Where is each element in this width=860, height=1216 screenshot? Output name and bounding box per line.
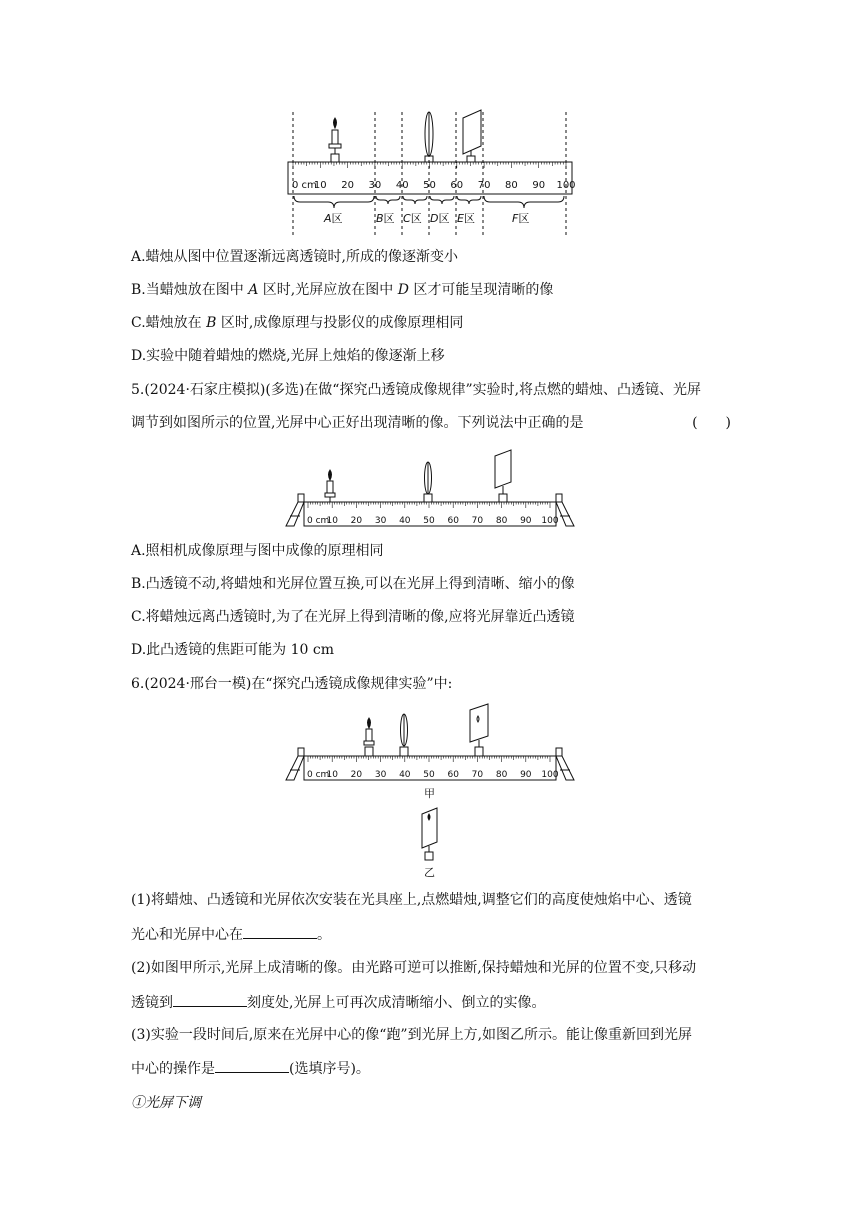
q6-option-1: ①光屏下调	[131, 1095, 201, 1111]
ruler-tick-label: 30	[374, 516, 387, 526]
zone-label-f: F区	[512, 212, 530, 225]
ruler-tick-label: 40	[399, 516, 411, 526]
screen-figure-yi	[422, 808, 437, 860]
ruler-tick-label: 80	[495, 770, 508, 780]
q4-option-a: A.蜡烛从图中位置逐渐远离透镜时,所成的像逐渐变小	[131, 249, 459, 265]
ruler-tick-label: 100	[541, 770, 559, 780]
candle-icon	[364, 718, 374, 756]
zone-label-a: A区	[324, 212, 343, 225]
ruler-tick-label: 0 cm	[307, 516, 330, 526]
candle-icon	[329, 118, 341, 162]
q5-stem-line2: 调节到如图所示的位置,光屏中心正好出现清晰的像。下列说法中正确的是 ( )	[131, 415, 731, 431]
candle-icon	[325, 470, 335, 502]
ruler-tick-label: 50	[423, 770, 435, 780]
q6-title: 6.(2024·邢台一模)在“探究凸透镜成像规律实验”中:	[131, 676, 453, 692]
q6-part3-line1: (3)实验一段时间后,原来在光屏中心的像“跑”到光屏上方,如图乙所示。能让像重新回到光屏	[131, 1027, 693, 1043]
bench-stand-left	[286, 494, 304, 526]
ruler-tick-label: 60	[447, 770, 459, 780]
q5-option-d: D.此凸透镜的焦距可能为 10 cm	[131, 642, 335, 658]
ruler-tick-label: 10	[313, 180, 327, 191]
answer-paren: ( )	[692, 415, 731, 431]
figure-q6-optical-bench	[282, 700, 578, 882]
ruler-tick-label: 80	[495, 516, 508, 526]
light-screen-icon	[470, 704, 488, 756]
q6-part2-line2: 透镜到 刻度处,光屏上可再次成清晰缩小、倒立的实像。	[131, 992, 545, 1013]
ruler-tick-label: 60	[450, 180, 464, 191]
convex-lens-icon	[424, 462, 432, 502]
ruler-tick-label: 20	[350, 770, 363, 780]
q5-option-a: A.照相机成像原理与图中成像的原理相同	[131, 543, 384, 559]
zone-label-d: D区	[430, 212, 450, 225]
q5-stem-line1: 5.(2024·石家庄模拟)(多选)在做“探究凸透镜成像规律”实验时,将点燃的蜡烛、凸透镜、光屏	[131, 382, 702, 398]
figure-label-jia: 甲	[424, 787, 435, 800]
ruler-tick-label: 50	[423, 516, 435, 526]
q6-part2-line1: (2)如图甲所示,光屏上成清晰的像。由光路可逆可以推断,保持蜡烛和光屏的位置不变,只移动	[131, 960, 697, 976]
ruler-tick-label: 20	[341, 180, 354, 191]
bench-stand-right	[556, 494, 574, 526]
ruler-tick-label: 90	[532, 180, 546, 191]
light-screen-icon	[495, 450, 511, 502]
ruler-tick-label: 80	[505, 180, 518, 191]
zone-label-b: B区	[376, 212, 395, 225]
ruler-tick-label: 70	[471, 516, 484, 526]
ruler-tick-label: 50	[423, 180, 436, 191]
answer-blank-2[interactable]	[173, 992, 247, 1007]
q4-option-b: B.当蜡烛放在图中 A 区时,光屏应放在图中 D 区才可能呈现清晰的像	[131, 282, 554, 298]
q4-option-d: D.实验中随着蜡烛的燃烧,光屏上烛焰的像逐渐上移	[131, 348, 445, 364]
q6-part1-line1: (1)将蜡烛、凸透镜和光屏依次安装在光具座上,点燃蜡烛,调整它们的高度使烛焰中心、透镜	[131, 892, 692, 908]
ruler-tick-label: 10	[326, 770, 338, 780]
q5-option-c: C.将蜡烛远离凸透镜时,为了在光屏上得到清晰的像,应将光屏靠近凸透镜	[131, 609, 575, 625]
ruler-tick-label: 90	[520, 516, 532, 526]
ruler-tick-label: 60	[447, 516, 459, 526]
figure-label-yi: 乙	[424, 866, 435, 879]
zone-label-e: E区	[457, 212, 475, 225]
ruler-tick-label: 100	[556, 180, 576, 191]
q6-part3-line2: 中心的操作是 (选填序号)。	[131, 1058, 370, 1079]
ruler-tick-label: 70	[471, 770, 484, 780]
ruler-tick-label: 100	[541, 516, 559, 526]
ruler-tick-label: 30	[374, 770, 387, 780]
ruler-tick-label: 20	[350, 516, 363, 526]
ruler-tick-label: 40	[395, 180, 409, 191]
ruler-tick-label: 0 cm	[292, 180, 317, 191]
convex-lens-icon	[400, 714, 408, 756]
bench-stand-left	[286, 748, 304, 780]
answer-blank-1[interactable]	[243, 924, 317, 939]
ruler-tick-label: 40	[399, 770, 411, 780]
q4-option-c: C.蜡烛放在 B 区时,成像原理与投影仪的成像原理相同	[131, 315, 464, 331]
zone-label-c: C区	[403, 212, 422, 225]
ruler-tick-label: 0 cm	[307, 770, 330, 780]
ruler-tick-label: 90	[520, 770, 532, 780]
figure-q5-optical-bench	[282, 446, 578, 532]
ruler-tick-label: 30	[368, 180, 382, 191]
answer-blank-3[interactable]	[215, 1058, 289, 1073]
bench-stand-right	[556, 748, 574, 780]
q5-option-b: B.凸透镜不动,将蜡烛和光屏位置互换,可以在光屏上得到清晰、缩小的像	[131, 576, 575, 592]
figure-optical-bench-zones	[280, 106, 580, 242]
ruler-tick-label: 10	[326, 516, 338, 526]
ruler-tick-label: 70	[477, 180, 491, 191]
light-screen-icon	[463, 110, 481, 162]
q6-part1-line2: 光心和光屏中心在 。	[131, 924, 331, 945]
convex-lens-icon	[425, 112, 433, 162]
